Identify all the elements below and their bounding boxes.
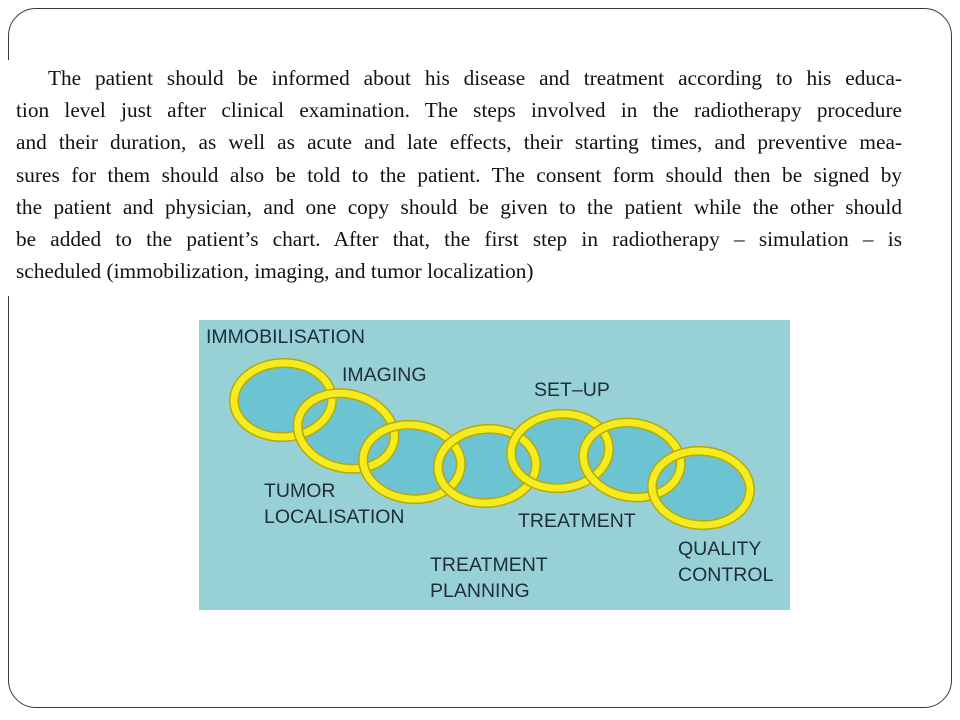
label-treatment: TREATMENT xyxy=(518,510,636,532)
paragraph-line: the patient and physician, and one copy should be given to the patient while the other should xyxy=(16,194,902,219)
paragraph-line: sures for them should also be told to the patient. The consent form should then be signed by xyxy=(16,162,902,187)
label-imaging: IMAGING xyxy=(342,364,427,386)
paragraph-line: tion level just after clinical examination. The steps involved in the radiotherapy procedure xyxy=(16,98,902,123)
paragraph-line: and their duration, as well as acute and late effects, their starting times, and preventive mea- xyxy=(16,130,902,155)
label-treatment-planning-line2: PLANNING xyxy=(430,580,530,602)
frame-gap xyxy=(4,60,14,296)
label-control: CONTROL xyxy=(678,564,774,586)
paragraph-line: scheduled (immobilization, imaging, and tumor localization) xyxy=(16,259,534,284)
label-set-up: SET–UP xyxy=(534,379,610,401)
body-paragraph xyxy=(16,62,902,287)
label-immobilisation: IMMOBILISATION xyxy=(206,326,365,348)
label-tumor: TUMOR xyxy=(264,480,336,502)
paragraph-line: The patient should be informed about his disease and treatment according to his educa- xyxy=(48,66,902,90)
radiotherapy-process-diagram xyxy=(199,320,790,610)
label-quality: QUALITY xyxy=(678,538,762,560)
paragraph-line: be added to the patient’s chart. After that, the first step in radiotherapy – simulation – is xyxy=(16,227,902,252)
label-treatment-planning-line1: TREATMENT xyxy=(430,554,548,576)
diagram-canvas xyxy=(199,320,790,610)
label-localisation: LOCALISATION xyxy=(264,506,405,528)
